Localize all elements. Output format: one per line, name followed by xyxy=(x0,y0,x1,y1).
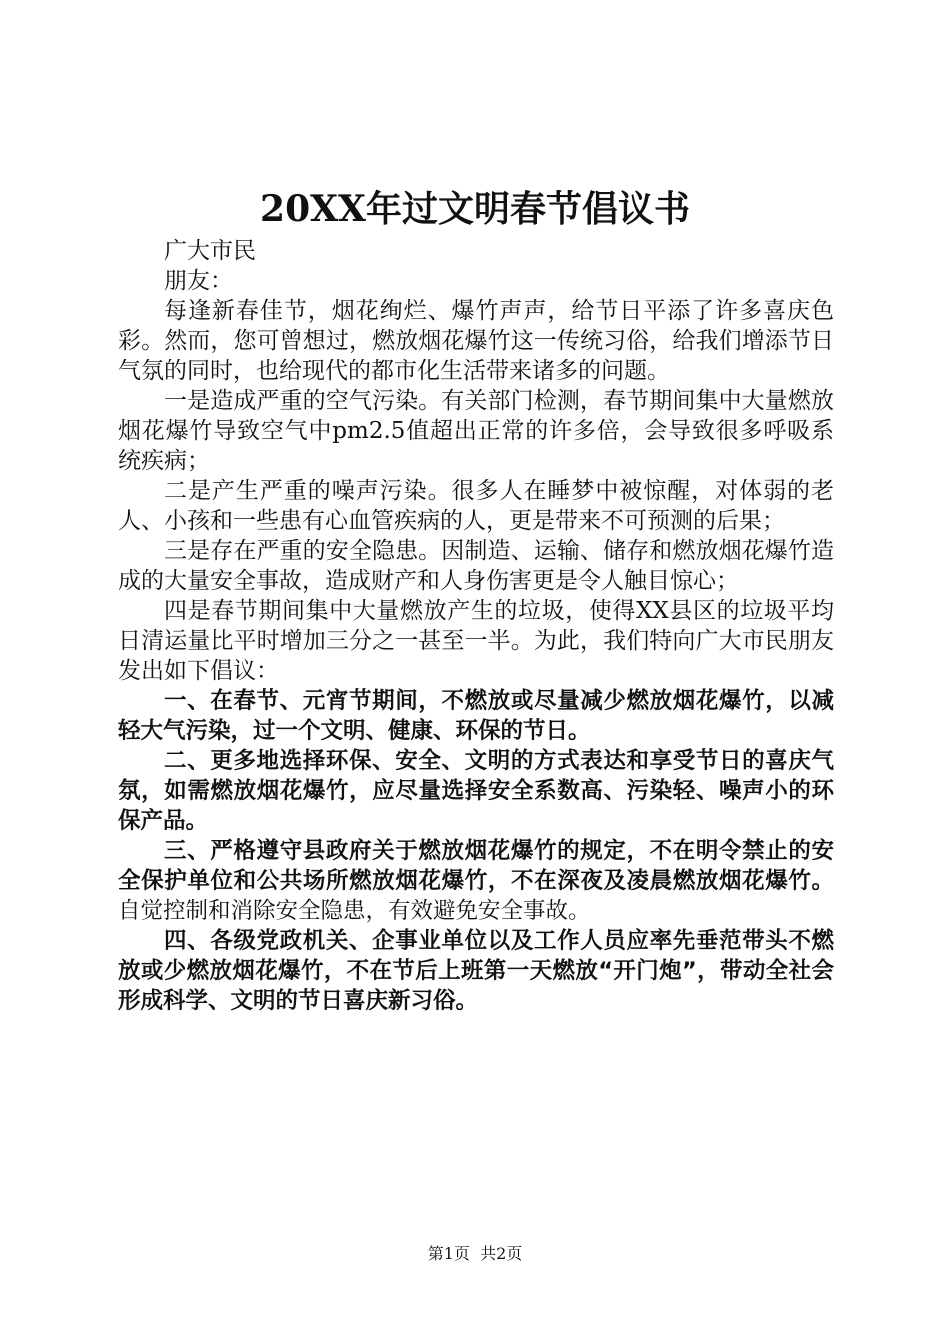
paragraph-air-pollution: 一是造成严重的空气污染。有关部门检测，春节期间集中大量燃放烟花爆竹导致空气中pm2.5值超出正常的许多倍，会导致很多呼吸系统疾病； xyxy=(118,388,834,474)
proposal-3-plain: 自觉控制和消除安全隐患，有效避免安全事故。 xyxy=(118,898,591,924)
page-total: 共2页 xyxy=(480,1244,523,1263)
paragraph-intro: 每逢新春佳节，烟花绚烂、爆竹声声，给节日平添了许多喜庆色彩。然而，您可曾想过，燃放烟花爆竹这一传统习俗，给我们增添节日气氛的同时，也给现代的都市化生活带来诸多的问题。 xyxy=(118,298,834,384)
paragraph-safety-hazard: 三是存在严重的安全隐患。因制造、运输、储存和燃放烟花爆竹造成的大量安全事故，造成财产和人身伤害更是令人触目惊心； xyxy=(118,538,834,594)
footer-spacer xyxy=(470,1244,480,1263)
document-body xyxy=(118,236,834,1016)
document-title: 20XX年过文明春节倡议书 xyxy=(260,188,690,230)
page-footer xyxy=(0,1243,950,1265)
proposal-3-bold: 三、严格遵守县政府关于燃放烟花爆竹的规定，不在明令禁止的安全保护单位和公共场所燃放烟花爆竹，不在深夜及凌晨燃放烟花爆竹。 xyxy=(118,838,834,894)
proposal-3 xyxy=(118,836,834,926)
proposal-1: 一、在春节、元宵节期间，不燃放或尽量减少燃放烟花爆竹，以减轻大气污染，过一个文明、健康、环保的节日。 xyxy=(118,688,834,744)
salutation-line-2: 朋友： xyxy=(164,268,233,294)
proposal-4: 四、各级党政机关、企事业单位以及工作人员应率先垂范带头不燃放或少燃放烟花爆竹，不在节后上班第一天燃放“开门炮”，带动全社会形成科学、文明的节日喜庆新习俗。 xyxy=(118,928,834,1014)
paragraph-noise-pollution: 二是产生严重的噪声污染。很多人在睡梦中被惊醒，对体弱的老人、小孩和一些患有心血管疾病的人，更是带来不可预测的后果； xyxy=(118,478,834,534)
proposal-2: 二、更多地选择环保、安全、文明的方式表达和享受节日的喜庆气氛，如需燃放烟花爆竹，应尽量选择安全系数高、污染轻、噪声小的环保产品。 xyxy=(118,748,834,834)
page-number: 第1页 xyxy=(427,1244,470,1263)
salutation-line-1: 广大市民 xyxy=(164,238,256,264)
paragraph-garbage: 四是春节期间集中大量燃放产生的垃圾，使得XX县区的垃圾平均日清运量比平时增加三分之一甚至一半。为此，我们特向广大市民朋友发出如下倡议： xyxy=(118,598,834,684)
